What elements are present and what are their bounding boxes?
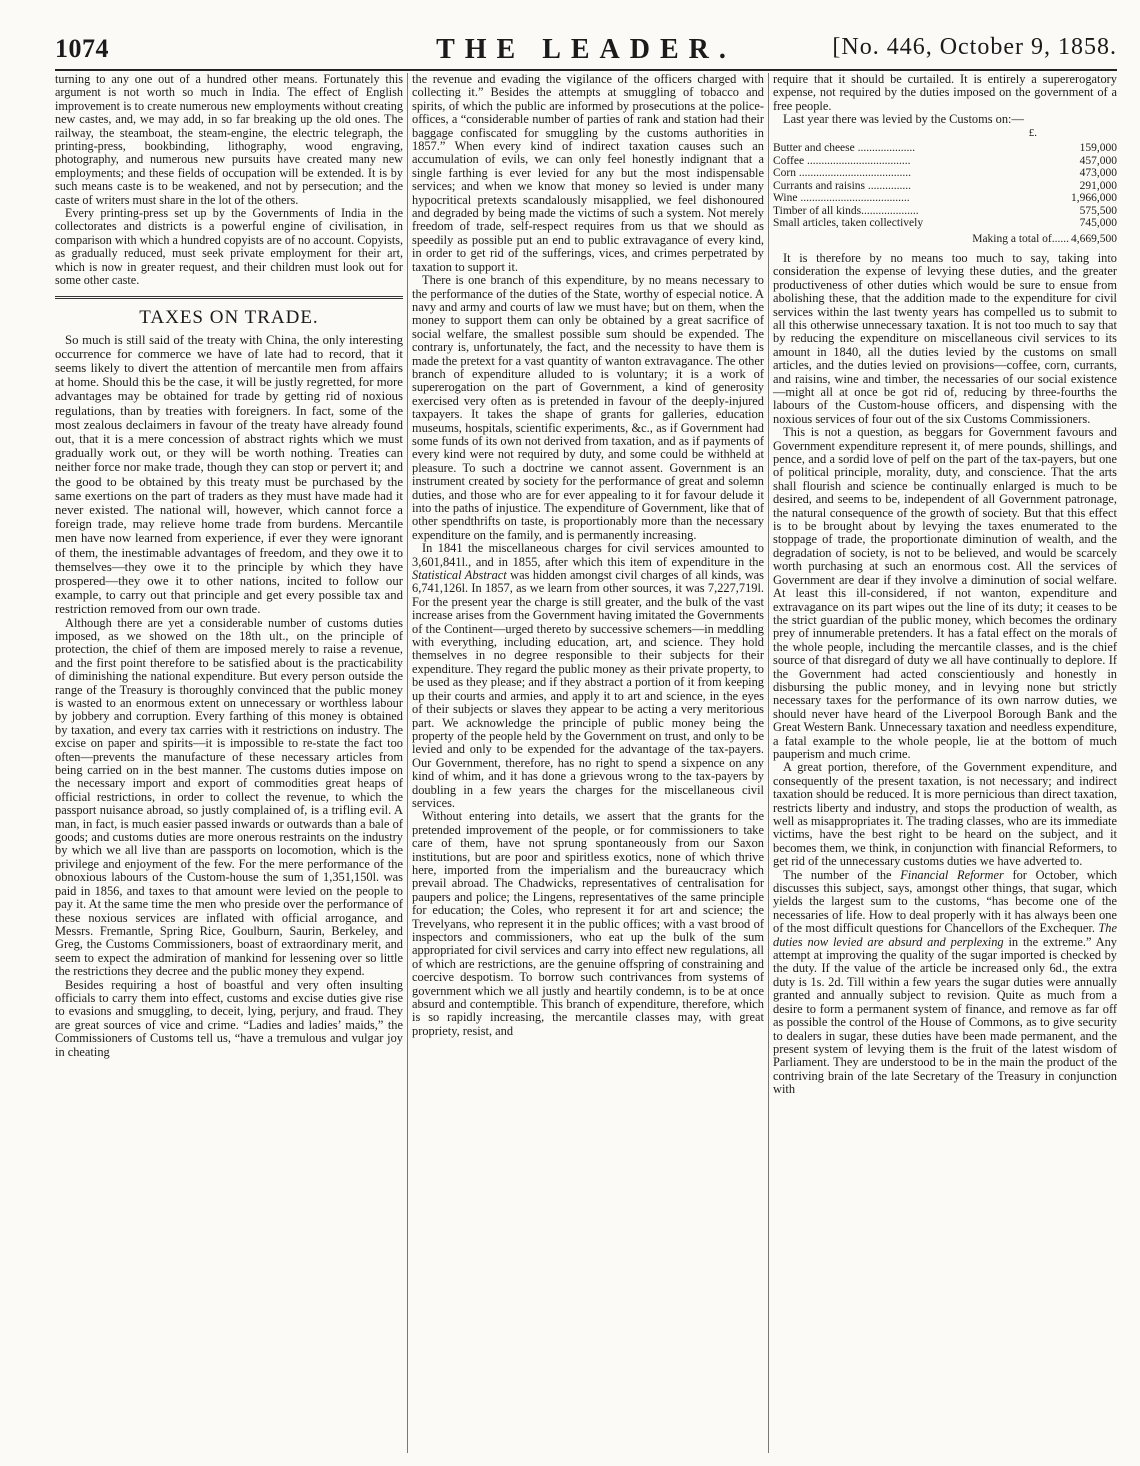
text-run: in the extreme.” Any attempt at improving the quality of the sugar imported is checked by the duty. If the value of the article be increased only 6d., the extra duty is 1s. 2d. Till within a few years the sugar duties were annually granted and annually subject to revision. Quite as much from a desire to form a permanent system of finance, and remove as far off as possible the control of the House of Commons, as to give security to dealers in sugar, these duties have been made permanent, and the present system of levying them is the fruit of the latest wisdom of Parliament. They are understood to be in the main the product of the contriving brain of the late Secretary of the Treasury in conjunction with [773,934,1117,1097]
paragraph: Every printing-press set up by the Governments of India in the collectorates and districts is a powerful engine of civilisation, in comparison with which a hundred copyists are of no account. Copyists, as gradually reduced, must seek private employment for their art, which is now in greater request, and their children must look out for some other caste. [55,206,403,288]
paragraph: So much is still said of the treaty with China, the only interesting occurrence for commerce we have of late had to record, that it seems likely to divert the attention of mercantile men from affairs at home. Should this be the case, it will be justly regretted, for more advantages may be obtained for trade by getting rid of noxious regulations, than by treaties with foreigners. In fact, some of the most zealous declaimers in favour of the treaty have already found out, that it is a mere concession of abstract rights which we must gradually work out, or they will be worth nothing. Treaties can neither force nor make trade, though they can stop or pervert it; and the good to be obtained by this treaty must be purchased by the same exertions on the part of traders as they must have made had it never existed. The national will, however, which cannot force a foreign trade, may relieve home trade from burdens. Mercantile men have now learned from experience, if ever they were ignorant of them, the inestimable advantages of freedom, and they owe it to themselves—they owe it to the principle by which they have prospered—they owe it to other nations, incited to follow our example, to carry out that principle and get every possible tax and restriction removed from our own trade. [55,332,403,617]
paragraph: There is one branch of this expenditure, by no means necessary to the performance of the duties of the State, worthy of especial notice. A navy and army and courts of law we must have; but on them, when the money to support them can only be obtained by a great sacrifice of social welfare, the smallest possible sum should be expended. The contrary is, unfortunately, the fact, and the necessity to have them is made the pretext for a vast quantity of wanton extravagance. The other branch of expenditure alluded to is voluntary; it is a work of supererogation on the part of Government, a kind of generosity exercised very often as is pretended in favour of the deeply-injured taxpayers. It takes the shape of grants for galleries, education museums, hospitals, scientific experiments, &c., as if Government had some funds of its own not derived from taxation, and as if payments of every kind were not required by duty, and some could be withheld at pleasure. To such a doctrine we cannot assent. Government is an instrument created by society for the performance of great and solemn duties, and those who are for ever appealing to it for favour delude it into the paths of injustice. The expenditure of Government, like that of other spendthrifts on taste, is proportionably more than the necessary expenditure on the family, and is permanently increasing. [412,273,764,542]
text-run: In 1841 the miscellaneous charges for civil services amounted to 3,601,841l., and in 1855, after which this item of expenditure in the [412,541,764,569]
customs-value: 473,000 [1079,167,1117,180]
customs-value: 291,000 [1079,179,1117,192]
column-1 [55,73,403,1059]
currency-header: £. [1028,126,1037,139]
customs-item: Timber of all kinds.................... [773,204,919,217]
publication-title: Statistical Abstract [412,568,507,583]
issue-date: [No. 446, October 9, 1858. [832,34,1117,60]
customs-total [773,233,1117,246]
customs-value: 575,500 [1079,204,1117,217]
paragraph [773,869,1117,1097]
customs-row [773,180,1117,193]
customs-item: Wine ...................................... [773,192,910,205]
customs-row [773,205,1117,218]
paragraph: Besides requiring a host of boastful and very often insulting officials to carry them into effect, customs and excise duties give rise to evasions and smuggling, to deceit, lying, perjury, and fraud. They are great sources of vice and crime. “Ladies and ladies’ maids,” the Commissioners of Customs tell us, “have a tremulous and vulgar joy in cheating [55,977,403,1059]
total-value: 4,669,500 [1071,232,1117,245]
customs-row [773,155,1117,168]
column-3 [773,73,1117,1097]
quoted-emphasis: The duties now levied are absurd and perplexing [773,921,1117,949]
column-divider [768,73,769,1453]
paragraph: A great portion, therefore, of the Government expenditure, and consequently of the present taxation, is not necessary; and indirect taxation should be reduced. It is more pernicious than direct taxation, restricts liberty and industry, and stops the production of wealth, as well as misappropriates it. The trading classes, who are its immediate victims, have the best right to be heard on the subject, and it becomes them, we think, in conjunction with financial Reformers, to get rid of the unnecessary customs duties we have adverted to. [773,760,1117,869]
masthead [55,34,1117,70]
page-number: 1074 [55,34,109,63]
paragraph: Last year there was levied by the Customs on:— [783,112,1024,127]
paragraph [412,542,764,810]
column-divider [407,73,408,1453]
paragraph: require that it should be curtailed. It is entirely a supererogatory expense, not required by the duties imposed on the government of a free people. [773,72,1117,113]
paragraph: turning to any one out of a hundred other means. Fortunately this argument is not worth so much in India. The effect of English improvement is to create numerous new employments without creating new castes, and, we may add, in so far breaking up the old ones. The railway, the steamboat, the steam-engine, the electric telegraph, the printing-press, bookbinding, lithography, wood engraving, photography, and numerous new pursuits have created many new employments; and these fields of occupation will be extended. It is by such means caste is to be weakened, and not by persecution; and the caste of writers must share in the lot of the others. [55,72,403,207]
text-run: was hidden amongst civil charges of all kinds, was 6,741,126l. In 1857, as we learn from other sources, it was 7,227,719l. For the present year the charge is still greater, and the bulk of the vast increase arises from the Government having imitated the Governments of the Continent—urged thereto by successive schemers—in meddling with everything, including education, art, and science. They hold themselves in no degree responsible to their subjects for their expenditure. They regard the public money as their private property, to be used as they please; and if they abstract a portion of it from keeping up their courts and armies, and apply it to art and science, in the eyes of their subjects or slaves they appear to be acting a very meritorious part. We acknowledge the principle of public money being the property of the people held by the Government on trust, and only to be levied and only to be expended for the advantage of the tax-payers. Our Government, therefore, has no right to spend a sixpence on any kind of whim, and it has done a grievous wrong to the tax-payers by doubling in a few years the charges for the miscellaneous civil services. [412,568,764,810]
customs-value: 159,000 [1079,142,1117,155]
article-heading: TAXES ON TRADE. [139,306,319,328]
column-2 [412,73,764,1038]
customs-row [773,167,1117,180]
customs-item: Small articles, taken collectively [773,217,924,230]
paragraph: This is not a question, as beggars for Government favours and Government expenditure represent it, of mere pounds, shillings, and pence, and a sordid love of pelf on the part of the tax-payers, but one of political principle, morality, duty, and conscience. That the arts shall flourish and science be continually enlarged is much to be desired, and seems to be, independent of all Government patronage, the natural consequence of the growth of society. But that this effect is to be brought about by levying the taxes enumerated to the stoppage of trade, the proportionate diminution of wealth, and the degradation of society, is not to be believed, and would be scarcely worth purchasing at such an enormous cost. All the services of Government are dear if they involve a diminution of social welfare. At least this ill-considered, if not wanton, expenditure and extravagance on its part wipes out the line of its duty; it ceases to be the strict guardian of the public money, which becomes the ordinary prey of innumerable pretenders. It has a fatal effect on the morals of the whole people, including the mercantile classes, and is the chief source of that disregard of duty we all have continually to deplore. If the Government had acted conscientiously and honestly in disbursing the public money, and in levying none but strictly necessary taxes for the performance of its own narrow duties, we should never have heard of the Liverpool Borough Bank and the Great Western Bank. Unnecessary taxation and needless expenditure, a fatal example to the whole people, lie at the bottom of much pauperism and much crime. [773,425,1117,761]
customs-item: Currants and raisins ............... [773,179,911,192]
customs-item: Butter and cheese .................... [773,142,916,155]
customs-row [773,217,1117,230]
customs-item: Corn ....................................... [773,167,911,180]
text-run: The number of the [783,867,901,882]
customs-row [773,142,1117,155]
text-run: for October, which discusses this subject, says, amongst other things, that sugar, which yields the largest sum to the customs, “has become one of the necessaries of life. How to deal properly with it has always been one of the most difficult questions for Chancellors of the Exchequer. [773,867,1118,936]
customs-row [773,192,1117,205]
publication-title: Financial Reformer [900,867,1004,882]
masthead-rule [55,69,1117,71]
paragraph: the revenue and evading the vigilance of the officers charged with collecting it.” Besides the attempts at smuggling of tobacco and spirits, of which the public are informed by prosecutions at the police-offices, a “considerable number of parties of rank and station had their baggage confiscated for smuggling by the customs authorities in 1857.” When every kind of indirect taxation causes such an accumulation of evils, we can only feel honestly indignant that a single farthing is ever levied for any but the most indispensable services; and when we know that money so levied is under many hypocritical pretexts scandalously misapplied, we feel dishonoured and degraded by being made the victims of such a system. Not merely freedom of trade, self-respect requires from us that we should as speedily as possible put an end to public extravagance of every kind, in order to get rid of the sufferings, vices, and crimes perpetrated by taxation to support it. [412,72,764,274]
customs-value: 1,966,000 [1071,192,1117,205]
paragraph: It is therefore by no means too much to say, taking into consideration the expense of levying these duties, and the greater productiveness of other duties which would be sure to ensue from abolishing these, that the addition made to the expenditure for civil services within the last twenty years has compelled us to submit to all this otherwise unnecessary taxation. It is not too much to say that by reducing the expenditure on miscellaneous civil services to its amount in 1840, all the duties levied by the customs on small articles, and the duties levied on provisions—coffee, corn, currants, and raisins, wine and timber, the necessaries of our social existence—might all at once be got rid of, reducing by three-fourths the labours of the Custom-house officers, and dispensing with the noxious services of four out of the six Customs Commissioners. [773,250,1117,426]
paragraph: Although there are yet a considerable number of customs duties imposed, as we showed on the 18th ult., on the principle of protection, the chief of them are imposed merely to raise a revenue, and the first point therefore to be satisfied about is the practicability of diminishing the national expenditure. But every person outside the range of the Treasury is thoroughly convinced that the public money is wasted to an enormous extent on unnecessary or worthless labour by jobbery and corruption. Every farthing of this money is obtained by taxation, and every tax carries with it restrictions on industry. The excise on paper and spirits—it is impossible to re-state the fact too often—prevents the manufacture of these necessary articles from being carried on in the best manner. The customs duties impose on the necessary import and export of commodities great heaps of official restrictions, in order to collect the revenue, to which the passport nuisance abroad, so justly complained of, is a trifling evil. A man, in fact, is much easier passed inwards or outwards than a bale of goods; and customs duties are more onerous restraints on the industry by which we all live than are passports on locomotion, which is the privilege and enjoyment of the few. For the mere performance of the obnoxious labours of the Custom-house the sum of 1,351,150l. was paid in 1856, and taxes to that amount were levied on the people to pay it. At the same time the men who preside over the performance of these noxious services are inflated with official arrogance, and Messrs. Fremantle, Spring Rice, Goulburn, Saurin, Berkeley, and Greg, the Customs Commissioners, boast of extraordinary merit, and seem to expect the admiration of mankind for lessening over so little the restrictions they decree and the public money they expend. [55,615,403,979]
customs-value: 745,000 [1079,217,1117,230]
section-rule [55,296,403,299]
paragraph: Without entering into details, we assert that the grants for the pretended improvement of the people, or for commissioners to take care of them, have not sprung spontaneously from our Saxon institutions, but are poor and spiritless exotics, none of which thrive here, imported from the imperialism and the bureaucracy which prevail abroad. The Chadwicks, representatives of centralisation for paupers and police; the Lingens, representatives of the same principle for education; the Coles, who represent it for art and science; the Trevelyans, who represent it in the public offices; with a vast brood of inspectors and commissioners, who eat up the bulk of the sum appropriated for civil services and carry into effect new regulations, all of which are restrictions, are the genuine offspring of constraining and coercive despotism. To borrow such contrivances from systems of government which we all justly and heartily condemn, is to be at once absurd and contemptible. This branch of expenditure, therefore, which is so rapidly increasing, the mercantile classes may, with great propriety, resist, and [412,809,764,1038]
customs-item: Coffee .................................... [773,154,911,167]
newspaper-title: THE LEADER. [436,34,736,65]
total-label: Making a total of...... [972,232,1069,245]
customs-value: 457,000 [1079,154,1117,167]
customs-table [773,142,1117,230]
